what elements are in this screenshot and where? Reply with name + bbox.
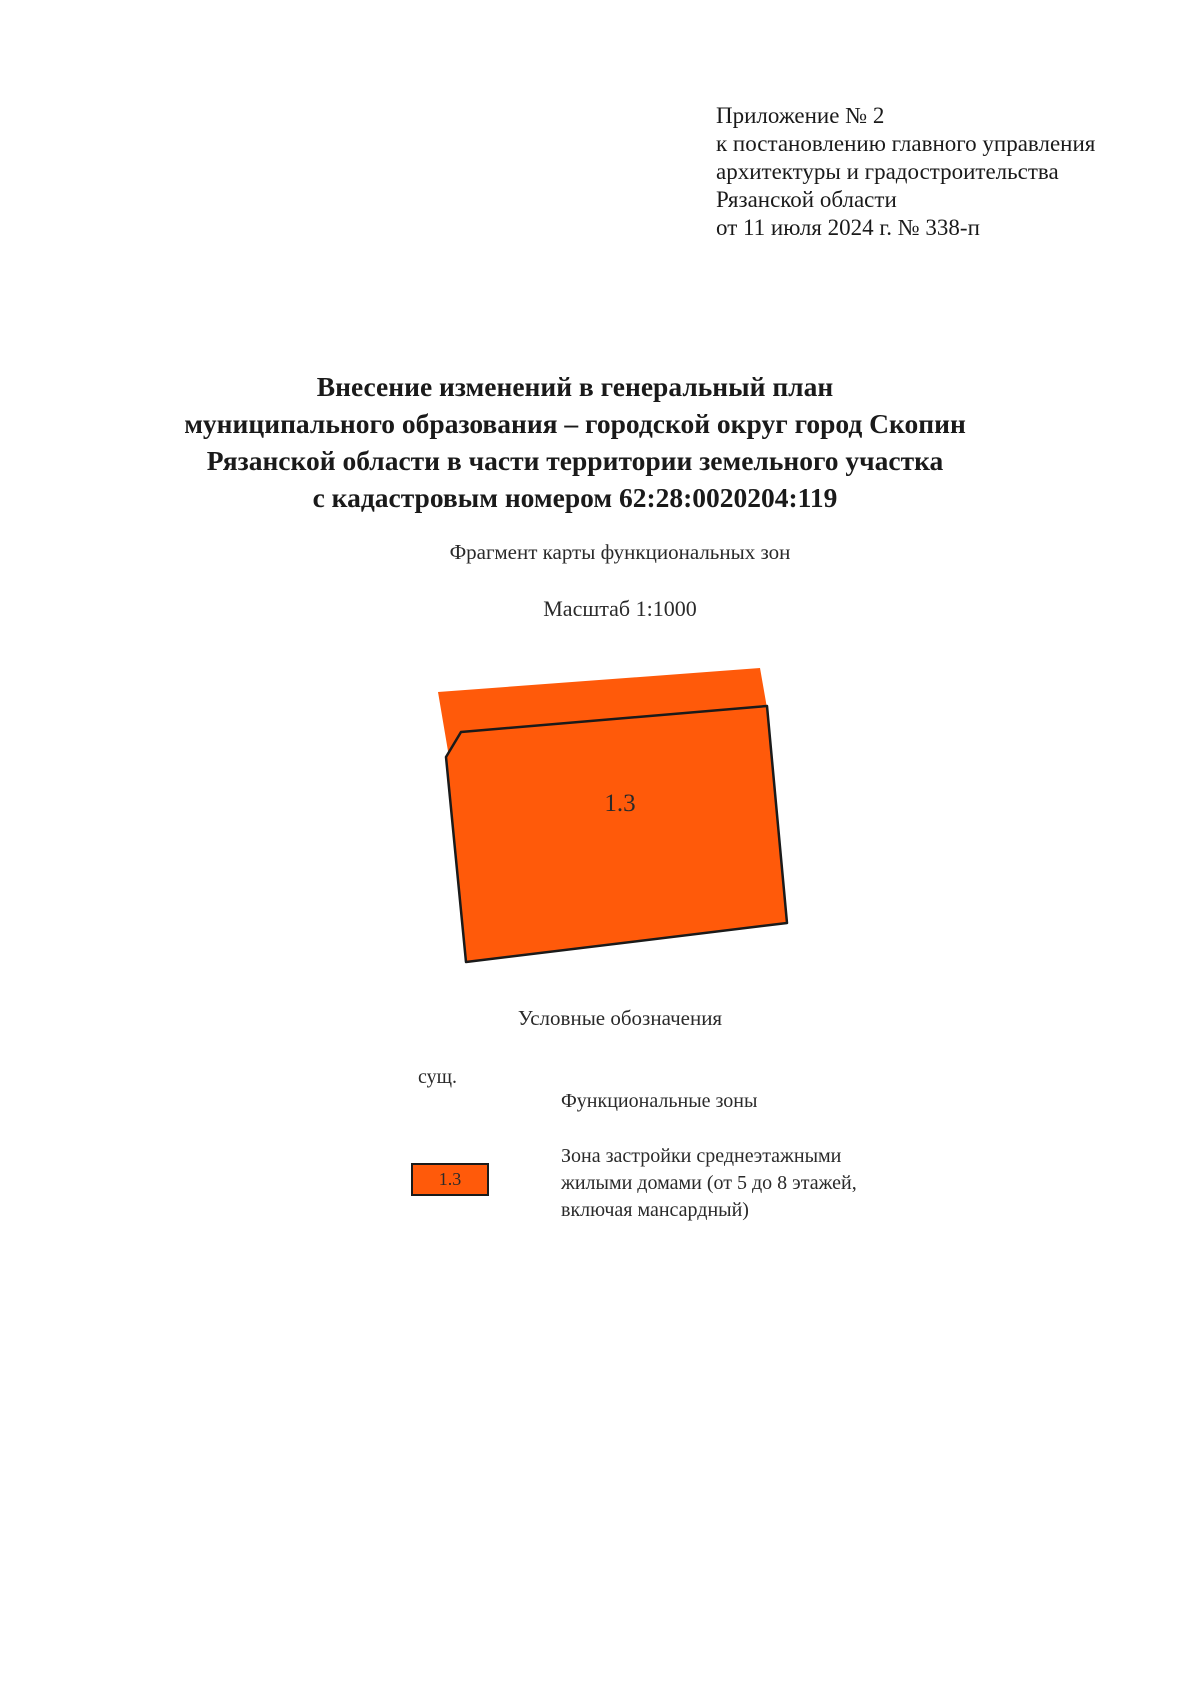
legend-title: Условные обозначения (517, 1006, 723, 1030)
zone-label: 1.3 (604, 790, 636, 817)
legend-swatch-1-3: 1.3 (411, 1163, 489, 1196)
title-line: с кадастровым номером 62:28:0020204:119 (312, 482, 838, 513)
legend-existing-label: сущ. (418, 1066, 458, 1088)
title-line: Рязанской области в части территории земельного участка (206, 445, 944, 476)
appendix-line: от 11 июля 2024 г. № 338-п (716, 215, 980, 240)
title-line: муниципального образования – городской округ город Скопин (184, 408, 966, 439)
appendix-line: к постановлению главного управления (716, 131, 1096, 156)
appendix-line: архитектуры и градостроительства (716, 159, 1059, 184)
zone-parcel-1-3 (446, 706, 787, 962)
map-scale: Масштаб 1:1000 (543, 596, 697, 621)
legend-description-line: Зона застройки среднеэтажными (561, 1145, 842, 1167)
map-fragment-subtitle: Фрагмент карты функциональных зон (449, 540, 791, 564)
title-line: Внесение изменений в генеральный план (316, 371, 834, 402)
legend-functional-zones-label: Функциональные зоны (561, 1090, 758, 1112)
legend-zone-description (561, 1143, 921, 1224)
appendix-line: Рязанской области (716, 187, 897, 212)
legend-description-line: жилыми домами (от 5 до 8 этажей, (561, 1172, 857, 1194)
legend-description-line: включая мансардный) (561, 1199, 749, 1221)
appendix-line: Приложение № 2 (716, 103, 885, 128)
